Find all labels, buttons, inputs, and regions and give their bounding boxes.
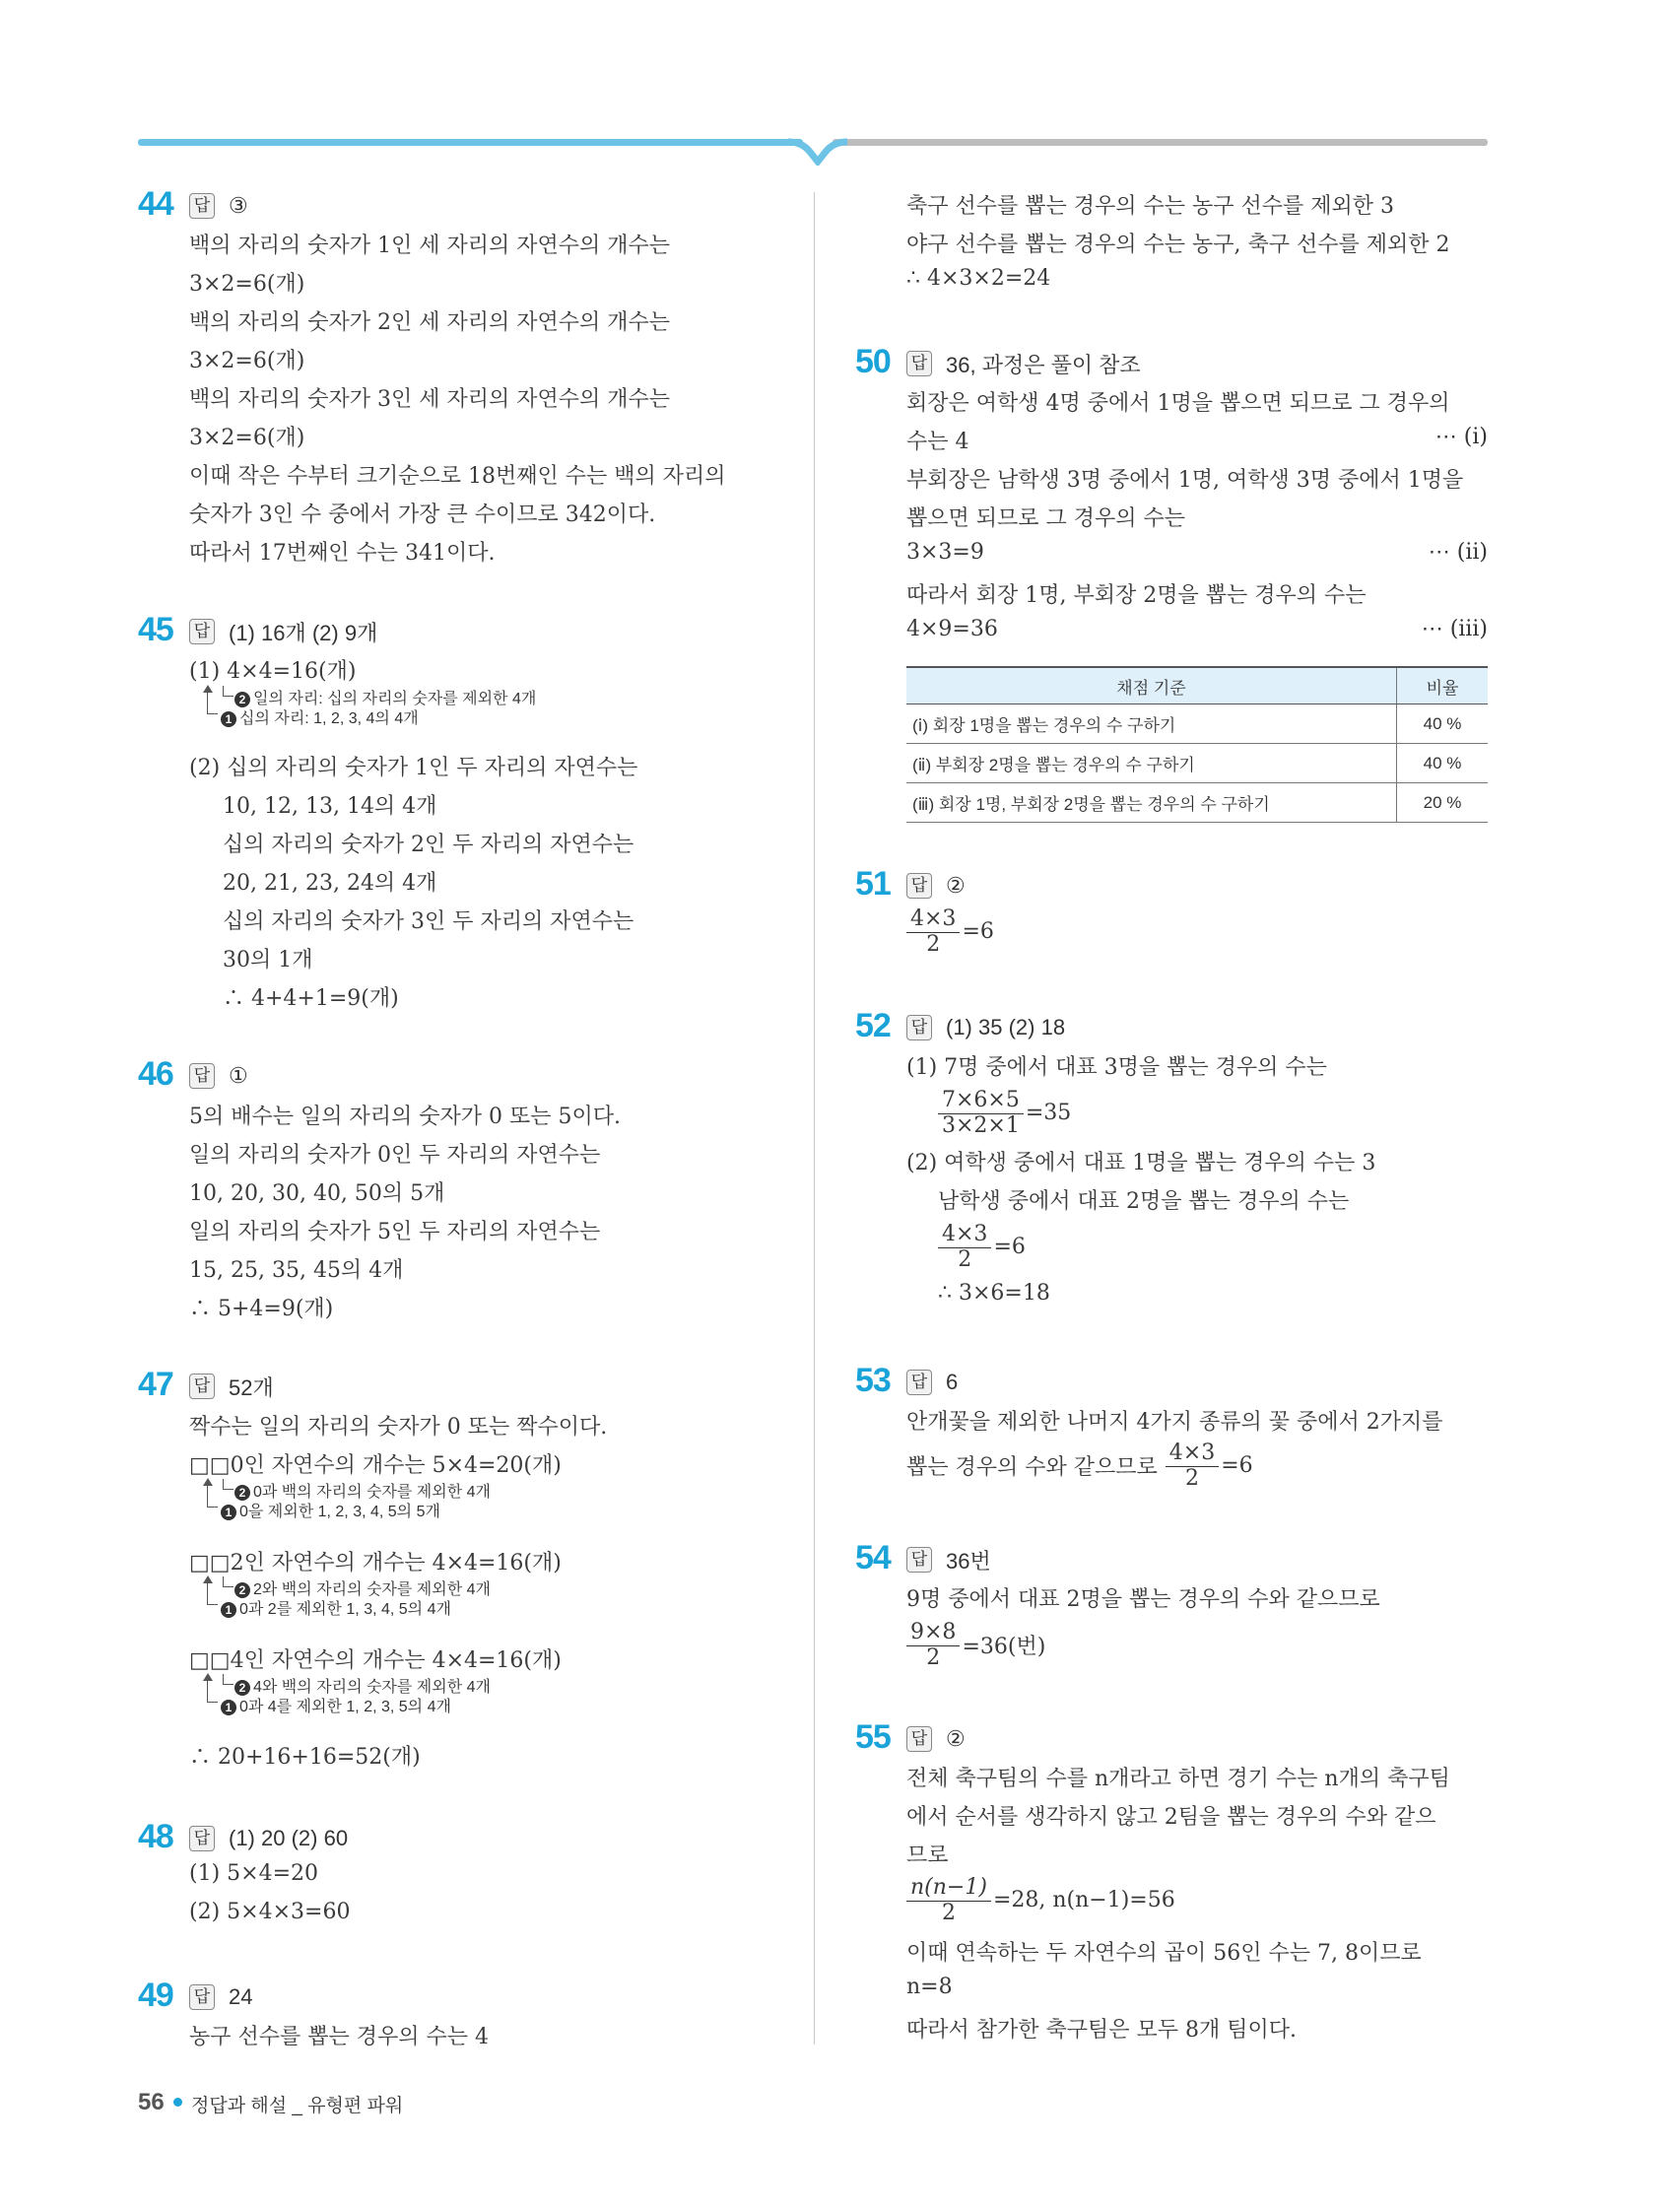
problem-number: 46 [138, 1055, 173, 1093]
fraction-result: =35 [1025, 1101, 1072, 1125]
bracket-outer [207, 1680, 218, 1703]
answer-text: 24 [229, 1984, 253, 2009]
solution-line: 일의 자리의 숫자가 5인 두 자리의 자연수는 [189, 1220, 601, 1244]
solution-line: (1) 4×4=16(개) [189, 659, 357, 684]
solution-line: ∴ 5+4=9(개) [189, 1297, 334, 1321]
bracket-inner [223, 686, 234, 697]
numerator: 4×3 [906, 906, 960, 933]
table-row [906, 704, 1488, 744]
problem-45 [138, 611, 788, 1011]
problem-53 [855, 1362, 1486, 1506]
answer-text: 6 [946, 1370, 959, 1394]
note-line: 2 4와 백의 자리의 숫자를 제외한 4개 [234, 1674, 491, 1697]
page-number: 56 [138, 2089, 165, 2115]
solution-line: 십의 자리의 숫자가 3인 두 자리의 자연수는 [223, 909, 634, 934]
bracket-inner [223, 1479, 234, 1490]
answer-text: ① [229, 1063, 248, 1088]
answer-badge: 답 [189, 193, 215, 219]
problem-51 [855, 865, 1486, 979]
denominator: 2 [926, 1645, 941, 1670]
solution-line: 야구 선수를 뽑는 경우의 수는 농구, 축구 선수를 제외한 2 [906, 233, 1450, 257]
answer-text: 52개 [229, 1374, 274, 1400]
circled-number: 1 [221, 1700, 236, 1715]
answer-line [906, 349, 1141, 378]
problem-55 [855, 1718, 1488, 2059]
grading-table [906, 666, 1488, 823]
circled-number: 2 [234, 1485, 250, 1501]
fraction-line [938, 1222, 1026, 1272]
solution-line: ∴ 4+4+1=9(개) [223, 986, 399, 1011]
solution-line: 5의 배수는 일의 자리의 숫자가 0 또는 5이다. [189, 1105, 621, 1129]
answer-badge: 답 [906, 1015, 932, 1040]
table-cell: 20 % [1397, 783, 1489, 823]
answer-badge: 답 [189, 1826, 215, 1851]
problem-50 [855, 343, 1488, 654]
solution-line: 따라서 17번째인 수는 341이다. [189, 541, 496, 566]
fraction-line [906, 1875, 1175, 1925]
fraction [938, 1088, 1024, 1138]
solution-line: 이때 연속하는 두 자연수의 곱이 56인 수는 7, 8이므로 [906, 1941, 1422, 1966]
answer-line [189, 1061, 248, 1091]
solution-line: ∴ 4×3×2=24 [906, 266, 1051, 291]
problem-number: 50 [855, 343, 891, 380]
denominator: 2 [941, 1901, 956, 1925]
bracket-outer [207, 1485, 218, 1508]
solution-line: 일의 자리의 숫자가 0인 두 자리의 자연수는 [189, 1143, 601, 1168]
answer-line [906, 1368, 958, 1397]
fraction-line [906, 906, 994, 957]
solution-line: □□2인 자연수의 개수는 4×4=16(개) [189, 1551, 562, 1575]
solution-line: (2) 5×4×3=60 [189, 1900, 351, 1924]
solution-line: 전체 축구팀의 수를 n개라고 하면 경기 수는 n개의 축구팀 [906, 1767, 1450, 1791]
answer-text: (1) 20 (2) 60 [229, 1826, 349, 1850]
answer-text: ③ [229, 193, 248, 218]
answer-text: ② [946, 873, 966, 898]
solution-line: (1) 7명 중에서 대표 3명을 뽑는 경우의 수는 [906, 1055, 1327, 1080]
solution-line: 9명 중에서 대표 2명을 뽑는 경우의 수와 같으므로 [906, 1587, 1380, 1612]
bracket-outer [207, 1582, 218, 1605]
fraction-result: =28, n(n−1)=56 [992, 1888, 1175, 1912]
solution-line: 3×2=6(개) [189, 272, 305, 297]
note-line: 2 2와 백의 자리의 숫자를 제외한 4개 [234, 1576, 491, 1599]
table-row [906, 744, 1488, 783]
solution-line: 남학생 중에서 대표 2명을 뽑는 경우의 수는 [938, 1189, 1350, 1214]
answer-line [906, 1013, 1065, 1042]
bracket-inner [223, 1674, 234, 1685]
problem-number: 49 [138, 1977, 173, 2014]
solution-line: ∴ 20+16+16=52(개) [189, 1745, 421, 1770]
solution-line: (2) 여학생 중에서 대표 1명을 뽑는 경우의 수는 3 [906, 1151, 1376, 1175]
book-title: 정답과 해설 _ 유형편 파워 [191, 2096, 404, 2116]
solution-line: 수는 4 [906, 430, 969, 454]
note-line: 2 일의 자리: 십의 자리의 숫자를 제외한 4개 [234, 686, 536, 708]
solution-line: 10, 12, 13, 14의 4개 [223, 794, 437, 819]
denominator: 2 [958, 1247, 972, 1272]
problem-44 [138, 185, 788, 566]
solution-line: 뽑으면 되므로 그 경우의 수는 [906, 506, 1185, 531]
circled-number: 1 [221, 1505, 236, 1520]
problem-52 [855, 1007, 1486, 1328]
note-line: 1 0과 2를 제외한 1, 3, 4, 5의 4개 [221, 1596, 451, 1619]
answer-badge: 답 [906, 351, 932, 376]
circled-number: 2 [234, 1680, 250, 1696]
answer-badge: 답 [189, 619, 215, 644]
numerator: n(n−1) [906, 1875, 991, 1902]
solution-line: 십의 자리의 숫자가 2인 두 자리의 자연수는 [223, 833, 634, 857]
answer-line [189, 1824, 348, 1853]
fraction-line [906, 1441, 1253, 1491]
fraction [938, 1222, 991, 1272]
solution-line: 숫자가 3인 수 중에서 가장 큰 수이므로 342이다. [189, 503, 656, 527]
problem-number: 44 [138, 185, 173, 223]
solution-line: 회장은 여학생 4명 중에서 1명을 뽑으면 되므로 그 경우의 [906, 391, 1450, 416]
table-cell: (ⅲ) 회장 1명, 부회장 2명을 뽑는 경우의 수 구하기 [906, 783, 1397, 823]
fraction-line [938, 1088, 1071, 1138]
table-header: 채점 기준 [906, 667, 1397, 704]
problem-number: 54 [855, 1539, 891, 1576]
solution-line: n=8 [906, 1975, 953, 1999]
solution-line: 10, 20, 30, 40, 50의 5개 [189, 1181, 445, 1206]
problem-49-continued [855, 189, 1486, 298]
numerator: 7×6×5 [938, 1088, 1024, 1114]
answer-badge: 답 [906, 873, 932, 899]
problem-number: 48 [138, 1818, 173, 1855]
numerator: 4×3 [1166, 1441, 1219, 1467]
problem-48 [138, 1818, 788, 1942]
problem-49 [138, 1977, 788, 2061]
solution-line: 30의 1개 [223, 948, 313, 972]
table-header: 비율 [1397, 667, 1489, 704]
solution-line: 농구 선수를 뽑는 경우의 수는 4 [189, 2025, 489, 2049]
note-line: 1 십의 자리: 1, 2, 3, 4의 4개 [221, 705, 419, 728]
solution-line: 므로 [906, 1843, 949, 1868]
note-line: 2 0과 백의 자리의 숫자를 제외한 4개 [234, 1479, 491, 1502]
answer-text: (1) 16개 (2) 9개 [229, 620, 378, 645]
solution-line: □□0인 자연수의 개수는 5×4=20(개) [189, 1453, 562, 1478]
solution-line: □□4인 자연수의 개수는 4×4=16(개) [189, 1648, 562, 1673]
circled-number: 1 [221, 711, 236, 727]
fraction-result: =6 [1221, 1453, 1253, 1478]
solution-line: 백의 자리의 숫자가 2인 세 자리의 자연수의 개수는 [189, 310, 670, 335]
answer-badge: 답 [906, 1547, 932, 1573]
problem-46 [138, 1055, 788, 1321]
bracket-inner [223, 1576, 234, 1587]
table-cell: (ⅰ) 회장 1명을 뽑는 경우의 수 구하기 [906, 704, 1397, 744]
fraction [906, 906, 960, 957]
fraction-result: =36(번) [962, 1635, 1046, 1659]
solution-line: 짝수는 일의 자리의 숫자가 0 또는 짝수이다. [189, 1415, 608, 1440]
solution-line: 4×9=36 [906, 617, 998, 641]
numerator: 9×8 [906, 1620, 960, 1646]
answer-badge: 답 [189, 1374, 215, 1399]
problem-47 [138, 1366, 788, 1785]
solution-line: 에서 순서를 생각하지 않고 2팀을 뽑는 경우의 수와 같으 [906, 1805, 1436, 1830]
solution-line: 이때 작은 수부터 크기순으로 18번째인 수는 백의 자리의 [189, 464, 726, 489]
table-row [906, 783, 1488, 823]
solution-line: 백의 자리의 숫자가 3인 세 자리의 자연수의 개수는 [189, 387, 670, 412]
answer-line [189, 191, 248, 221]
solution-line: (1) 5×4=20 [189, 1861, 319, 1886]
table-cell: (ⅱ) 부회장 2명을 뽑는 경우의 수 구하기 [906, 744, 1397, 783]
note-line: 1 0과 4를 제외한 1, 2, 3, 5의 4개 [221, 1694, 451, 1716]
circled-number: 1 [221, 1602, 236, 1618]
denominator: 2 [1184, 1466, 1199, 1491]
bracket-outer [207, 692, 218, 714]
problem-number: 45 [138, 611, 173, 648]
solution-line: 부회장은 남학생 3명 중에서 1명, 여학생 3명 중에서 1명을 [906, 468, 1464, 493]
fraction-result: =6 [993, 1235, 1026, 1259]
answer-line [189, 1372, 274, 1401]
circled-number: 2 [234, 1582, 250, 1598]
answer-line [906, 1545, 991, 1575]
answer-text: 36, 과정은 풀이 참조 [946, 352, 1141, 377]
step-marker: ⋯ (ⅱ) [1428, 540, 1488, 565]
solution-line: 백의 자리의 숫자가 1인 세 자리의 자연수의 개수는 [189, 234, 670, 258]
solution-line: 축구 선수를 뽑는 경우의 수는 농구 선수를 제외한 3 [906, 194, 1394, 219]
answer-badge: 답 [189, 1984, 215, 2010]
solution-line: 뽑는 경우의 수와 같으므로 [906, 1455, 1158, 1480]
answer-badge: 답 [906, 1726, 932, 1752]
answer-line [189, 617, 377, 646]
header-notch [788, 126, 847, 166]
fraction [1166, 1441, 1219, 1491]
answer-text: ② [946, 1726, 966, 1751]
fraction [906, 1875, 991, 1925]
problem-number: 53 [855, 1362, 891, 1399]
solution-line: ∴ 3×6=18 [938, 1281, 1050, 1306]
solution-line: 20, 21, 23, 24의 4개 [223, 871, 437, 896]
solution-line: 따라서 참가한 축구팀은 모두 8개 팀이다. [906, 2018, 1297, 2043]
numerator: 4×3 [938, 1222, 991, 1248]
column-divider [814, 192, 815, 2044]
circled-number: 2 [234, 692, 250, 707]
answer-text: 36번 [946, 1548, 991, 1574]
problem-number: 55 [855, 1718, 891, 1756]
note-line: 1 0을 제외한 1, 2, 3, 4, 5의 5개 [221, 1499, 440, 1521]
problem-number: 47 [138, 1366, 173, 1403]
solution-line: 3×3=9 [906, 540, 984, 565]
problem-number: 52 [855, 1007, 891, 1044]
table-header-row [906, 667, 1488, 704]
answer-badge: 답 [189, 1063, 215, 1089]
answer-line [906, 1724, 966, 1754]
problem-number: 51 [855, 865, 891, 903]
fraction-line [906, 1620, 1045, 1670]
solution-line: (2) 십의 자리의 숫자가 1인 두 자리의 자연수는 [189, 756, 638, 780]
fraction-result: =6 [962, 919, 994, 944]
header-bar-left [138, 139, 803, 146]
table-cell: 40 % [1397, 744, 1489, 783]
answer-line [906, 871, 966, 901]
step-marker: ⋯ (ⅰ) [1434, 425, 1488, 449]
solution-line: 15, 25, 35, 45의 4개 [189, 1258, 404, 1283]
problem-54 [855, 1539, 1486, 1673]
answer-line [189, 1982, 252, 2012]
footer-bullet [173, 2098, 182, 2107]
solution-line: 3×2=6(개) [189, 349, 305, 373]
solution-line: 3×2=6(개) [189, 426, 305, 450]
fraction [906, 1620, 960, 1670]
denominator: 2 [926, 932, 941, 957]
answer-text: (1) 35 (2) 18 [946, 1015, 1066, 1039]
header-bar-right [833, 139, 1488, 146]
step-marker: ⋯ (ⅲ) [1421, 617, 1488, 641]
table-cell: 40 % [1397, 704, 1489, 744]
answer-badge: 답 [906, 1370, 932, 1395]
solution-line: 안개꽃을 제외한 나머지 4가지 종류의 꽃 중에서 2가지를 [906, 1410, 1443, 1435]
solution-line: 따라서 회장 1명, 부회장 2명을 뽑는 경우의 수는 [906, 583, 1367, 608]
denominator: 3×2×1 [942, 1113, 1020, 1138]
